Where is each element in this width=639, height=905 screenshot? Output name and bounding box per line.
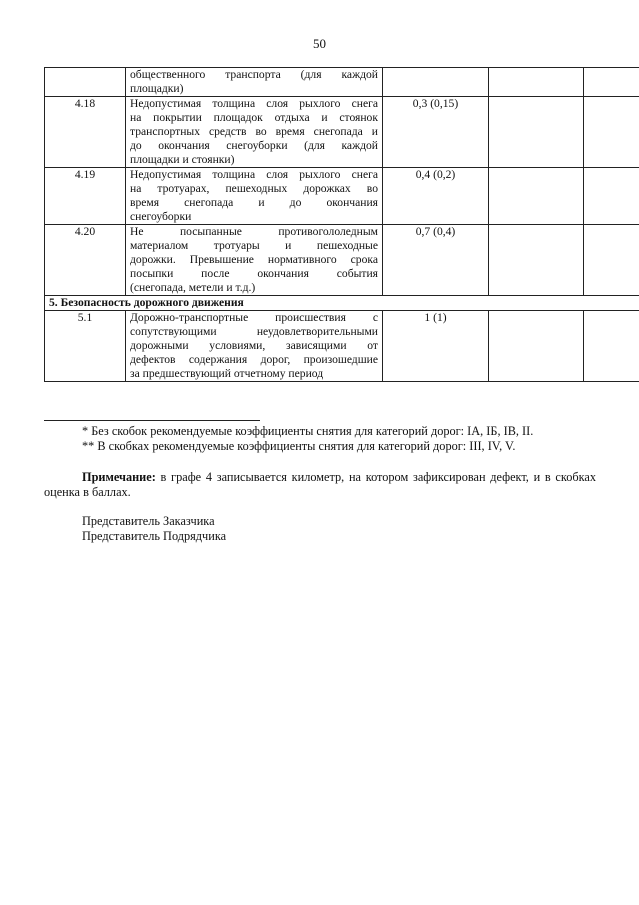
footnote-in-brackets: ** В скобках рекомендуемые коэффициенты снятия для категорий дорог: III, IV, V.	[82, 439, 516, 453]
description-line: посыпки после окончания события	[130, 267, 378, 280]
description-line: время снегопада и до окончания	[130, 196, 378, 209]
description-line: дорожки. Превышение нормативного срока	[130, 253, 378, 266]
table-row	[45, 68, 639, 97]
footnote-divider	[44, 420, 260, 421]
row-number	[45, 68, 126, 97]
row-kilometer-cell	[489, 97, 584, 168]
description-line: за предшествующий отчетному период	[130, 367, 324, 380]
description-line: Не посыпанные противогололедным	[130, 225, 378, 238]
footnote-without-brackets: * Без скобок рекомендуемые коэффициенты снятия для категорий дорог: IA, IБ, IB, II.	[82, 424, 534, 438]
table-row	[45, 311, 639, 382]
description-line: сопутствующими неудовлетворительными	[130, 325, 378, 338]
customer-representative: Представитель Заказчика	[82, 514, 215, 528]
description-line: до окончания снегоуборки (для каждой	[130, 139, 378, 152]
description-line: транспортных средств во время снегопада и	[130, 125, 378, 138]
table-row	[45, 97, 639, 168]
row-coefficient: 0,4 (0,2)	[383, 168, 489, 225]
description-line: на покрытии площадок отдыха и стоянок	[130, 111, 378, 124]
row-coefficient	[383, 68, 489, 97]
table-row	[45, 168, 639, 225]
section-header-row	[45, 296, 639, 311]
row-score-cell	[584, 225, 639, 296]
row-description	[126, 168, 383, 225]
description-line: на тротуарах, пешеходных дорожках во	[130, 182, 378, 195]
row-description	[126, 311, 383, 382]
note-label: Примечание:	[82, 470, 156, 484]
note-text: в графе 4 записывается километр, на котором зафиксирован дефект, и в скобках оценка в баллах.	[44, 470, 596, 499]
row-kilometer-cell	[489, 225, 584, 296]
note-paragraph	[44, 470, 596, 500]
page-number: 50	[313, 36, 326, 51]
row-score-cell	[584, 168, 639, 225]
row-coefficient: 0,7 (0,4)	[383, 225, 489, 296]
section-title: 5. Безопасность дорожного движения	[45, 296, 639, 311]
description-line: материалом тротуары и пешеходные	[130, 239, 378, 252]
description-line: площадки)	[130, 82, 184, 95]
row-number: 5.1	[45, 311, 126, 382]
row-number: 4.18	[45, 97, 126, 168]
description-line: снегоуборки	[130, 210, 192, 223]
description-line: площадки и стоянки)	[130, 153, 235, 166]
signatures	[82, 514, 226, 544]
row-kilometer-cell	[489, 168, 584, 225]
row-score-cell	[584, 97, 639, 168]
row-score-cell	[584, 311, 639, 382]
contractor-representative: Представитель Подрядчика	[82, 529, 227, 543]
row-description	[126, 68, 383, 97]
row-description	[126, 225, 383, 296]
row-coefficient: 0,3 (0,15)	[383, 97, 489, 168]
row-coefficient: 1 (1)	[383, 311, 489, 382]
description-line: дефектов содержания дорог, произошедшие	[130, 353, 378, 366]
description-line: дорожными условиями, зависящими от	[130, 339, 378, 352]
row-kilometer-cell	[489, 68, 584, 97]
description-line: Недопустимая толщина слоя рыхлого снега	[130, 97, 378, 110]
table-row	[45, 225, 639, 296]
row-description	[126, 97, 383, 168]
description-line: Дорожно-транспортные происшествия с	[130, 311, 378, 324]
row-kilometer-cell	[489, 311, 584, 382]
row-score-cell	[584, 68, 639, 97]
defects-table	[44, 67, 639, 382]
row-number: 4.20	[45, 225, 126, 296]
description-line: Недопустимая толщина слоя рыхлого снега	[130, 168, 378, 181]
footnotes	[82, 424, 533, 454]
description-line: общественного транспорта (для каждой	[130, 68, 378, 81]
row-number: 4.19	[45, 168, 126, 225]
description-line: (снегопада, метели и т.д.)	[130, 281, 256, 294]
